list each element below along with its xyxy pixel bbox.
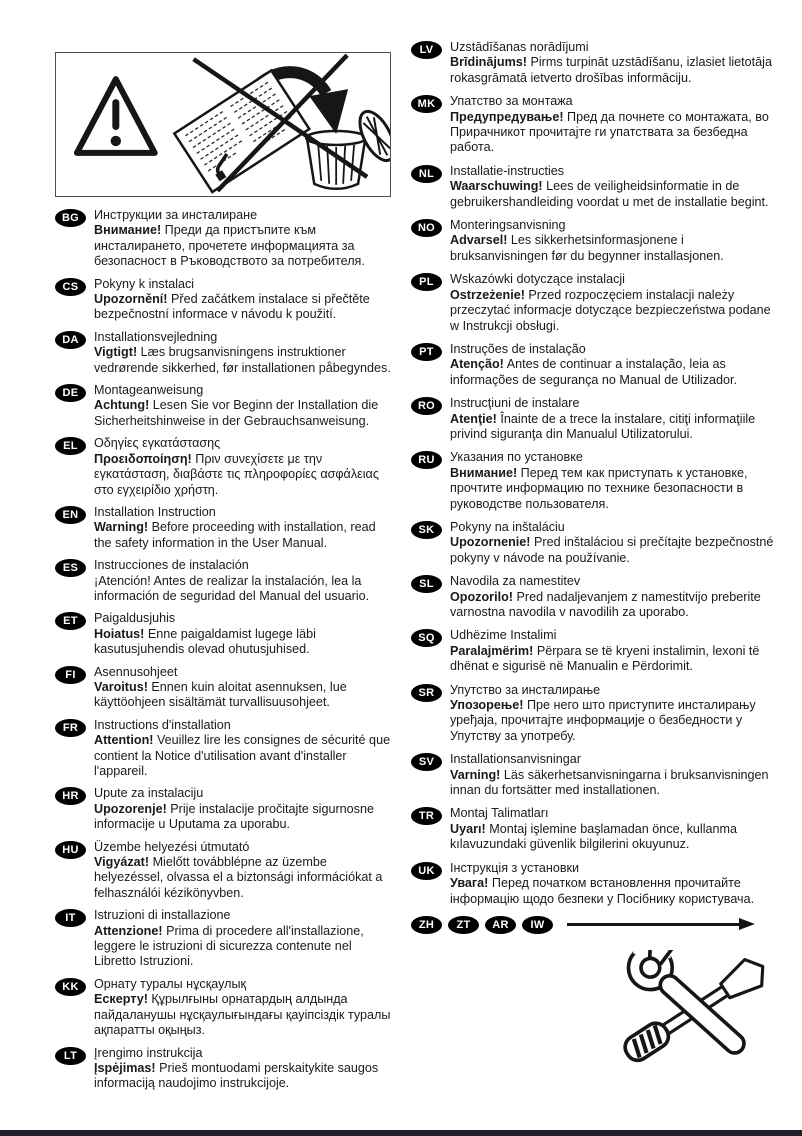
section-body [94,627,391,658]
tools-wrench-screwdriver-icon [606,950,788,1070]
section-body [94,345,391,376]
warning-word: Ескерту! [94,992,148,1007]
section-body [450,535,783,566]
lang-code-badge: CS [55,278,86,296]
section-title: Navodila za namestitev [450,574,581,589]
section-body [450,590,783,621]
body-text: Преди да пристъпите към инсталирането, прочетете информацията за безопасност в Ръководството за потребителя. [94,223,365,269]
lang-code-badge: BG [55,209,86,227]
lang-section-sl [411,574,783,620]
section-text [450,218,783,264]
lang-code-badge: LT [55,1047,86,1065]
body-text: Mielőtt továbblépne az üzembe helyezéssel, olvassa el a biztonsági információkat a felhasználói kézikönyvben. [94,855,383,900]
body-text: Pirms turpināt uzstādīšanu, izlasiet lietotāja rokasgrāmatā ietverto drošības informāciju. [450,55,772,85]
warning-word: Upozorenje! [94,801,167,816]
section-title: Wskazówki dotyczące instalacji [450,272,625,287]
section-body [450,233,783,264]
lang-section-ru [411,450,783,512]
section-body [94,292,391,323]
section-text [450,683,783,745]
warning-word: Внимание! [450,465,518,480]
lang-section-et [55,611,391,657]
lang-section-kk [55,977,391,1039]
lang-section-sv [411,752,783,798]
warning-word: Advarsel! [450,233,508,248]
lang-section-da [55,330,391,376]
section-title: Montageanweisung [94,383,204,398]
body-text: Przed rozpoczęciem instalacji należy przeczytać informacje dotyczące bezpieczeństwa podane w Instrukcji obsługi. [450,287,771,333]
lang-code-badge: UK [411,862,442,880]
section-body [94,1061,391,1092]
section-title: Pokyny na inštaláciu [450,519,565,534]
section-text [450,272,783,334]
body-text: Înainte de a trece la instalare, citiţi informaţiile privind siguranţa din Manualul Utilizatorului. [450,411,756,441]
body-text: Пре него што приступите инсталирању уређаја, прочитајте информације о безбедности у Упутству за употребу. [450,698,756,743]
lang-code-badge: MK [411,95,442,113]
lang-section-es [55,558,391,604]
body-text: Prije instalacije pročitajte sigurnosne informacije u Uputama za uporabu. [94,801,374,832]
warning-word: Upozornění! [94,292,168,307]
right-arrow-icon [739,918,755,930]
section-text [450,628,783,674]
section-text [450,94,783,156]
body-text: Pred inštaláciou si prečítajte bezpečnostné pokyny v návode na používanie. [450,535,774,565]
section-title: Monteringsanvisning [450,218,566,233]
section-body [450,876,783,907]
lang-code-badge: RU [411,451,442,469]
warning-word: Achtung! [94,398,150,413]
lang-section-hr [55,786,391,832]
warning-word: Varoitus! [94,679,148,694]
section-title: Istruzioni di installazione [94,908,231,923]
section-text [94,330,391,376]
body-text: Antes de realizar la instalación, lea la información de seguridad del Manual del usuario. [94,573,370,603]
section-title: Installationsvejledning [94,329,218,344]
body-text: Lees de veiligheidsinformatie in de gebruikershandleiding voordat u met de installatie begint. [450,179,769,209]
warning-word: ¡Atención! [94,573,151,588]
section-body [94,733,391,779]
lang-code-badge: EN [55,506,86,524]
section-text [450,396,783,442]
section-title: Упутство за инсталирање [450,682,601,697]
section-title: Инструкции за инсталиране [94,208,258,222]
warning-word: Hoiatus! [94,626,145,641]
lang-code-badge: DE [55,384,86,402]
lang-section-it [55,908,391,970]
lang-section-el [55,436,391,498]
body-text: Montaj işlemine başlamadan önce, kullanma kılavuzundaki güvenlik bilgilerini okuyunuz. [450,821,738,852]
section-body [94,855,391,901]
lang-code-badge: ET [55,612,86,630]
section-text [450,752,783,798]
section-body [450,466,783,512]
body-text: Läs säkerhetsanvisningarna i bruksanvisningen innan du fortsätter med installationen. [450,767,769,798]
warning-word: Įspėjimas! [94,1060,156,1075]
section-body [450,698,783,744]
warning-word: Предупредување! [450,109,564,124]
lang-section-en [55,505,391,551]
section-body [450,644,783,675]
lang-code-badge: ES [55,559,86,577]
lang-section-uk [411,861,783,907]
lang-code-badge: SV [411,753,442,771]
warning-word: Ostrzeżenie! [450,287,525,302]
section-body [94,802,391,833]
section-text [450,520,783,566]
manual-sheet-icon [174,71,309,193]
warning-illustration-box [55,52,391,197]
lang-code-badge: LV [411,41,442,59]
lang-code-badge: KK [55,978,86,996]
lang-section-fr [55,718,391,780]
section-title: Instrucciones de instalación [94,558,249,573]
lang-code-badge: EL [55,437,86,455]
section-body [94,452,391,498]
section-text [94,383,391,429]
section-body [94,992,391,1038]
lang-section-sq [411,628,783,674]
section-text [94,718,391,780]
section-body [94,574,391,605]
do-not-discard-manual-illustration [56,53,390,196]
warning-word: Paralajmërim! [450,643,534,658]
lang-code-badge: FR [55,719,86,737]
section-body [94,924,391,970]
lang-section-mk [411,94,783,156]
body-text: Перед початком встановлення прочитайте інформацію щодо безпеки у Посібнику користувача. [450,876,755,906]
section-title: Упатство за монтажа [450,94,573,109]
section-body [94,680,391,711]
section-body [94,398,391,429]
section-body [450,768,783,799]
section-text [94,558,391,604]
left-language-sections [55,208,391,1092]
warning-word: Opozorilo! [450,589,513,604]
warning-triangle-icon [77,79,155,153]
section-title: Montaj Talimatları [450,806,549,821]
right-arrow-line [567,923,739,926]
section-text [450,806,783,852]
lang-code-badge: IT [55,909,86,927]
section-title: Įrengimo instrukcija [94,1045,203,1060]
body-text: Перед тем как приступать к установке, прочтите информацию по технике безопасности в руководстве пользователя. [450,465,748,511]
section-title: Instructions d'installation [94,717,231,732]
lang-section-pl [411,272,783,334]
section-text [450,164,783,210]
body-text: Before proceeding with installation, read the safety information in the User Manual. [94,520,376,550]
section-title: Udhëzime Instalimi [450,628,557,643]
section-text [94,840,391,902]
body-text: Læs brugsanvisningens instruktioner vedrørende sikkerhed, før installationen påbegyndes. [94,345,391,375]
left-column [55,0,391,1099]
section-text [94,786,391,832]
lang-code-badge: NL [411,165,442,183]
section-text [94,208,391,270]
section-title: Указания по установке [450,450,583,465]
warning-word: Vigyázat! [94,855,150,870]
body-text: Prieš montuodami perskaitykite saugos informaciją naudojimo instrukcijoje. [94,1060,379,1091]
body-text: Enne paigaldamist lugege läbi kasutusjuhendis olevad ohutusjuhised. [94,626,316,657]
section-title: Paigaldusjuhis [94,611,176,626]
lang-section-lv [411,40,783,86]
warning-word: Varning! [450,767,501,782]
section-title: Upute za instalaciju [94,786,204,801]
lang-section-tr [411,806,783,852]
lang-section-fi [55,665,391,711]
lang-code-badge: AR [485,916,516,934]
body-text: Πριν συνεχίσετε με την εγκατάσταση, διαβάστε τις πληροφορίες ασφάλειας στο εγχειρίδιο χρήστη. [94,451,379,497]
right-column [411,0,783,1099]
lang-section-bg [55,208,391,270]
section-text [94,505,391,551]
lang-code-badge: HR [55,787,86,805]
lang-code-badge: SK [411,521,442,539]
lang-code-badge: HU [55,841,86,859]
warning-word: Upozornenie! [450,535,531,550]
warning-word: Brīdinājums! [450,55,527,70]
lang-code-badge: SL [411,575,442,593]
section-body [450,288,783,334]
section-title: Інструкція з установки [450,860,580,875]
section-title: Üzembe helyezési útmutató [94,839,250,854]
other-languages-row [411,915,783,934]
section-title: Asennusohjeet [94,664,178,679]
body-text: Prima di procedere all'installazione, leggere le istruzioni di sicurezza contenute nel Libretto Istruzioni. [94,923,364,969]
section-text [450,342,783,388]
warning-word: Uyarı! [450,821,486,836]
section-text [94,977,391,1039]
trash-can-icon [306,106,390,189]
warning-word: Atenção! [450,357,504,372]
lang-code-badge: PL [411,273,442,291]
section-text [94,1046,391,1092]
section-text [450,574,783,620]
lang-code-badge: SQ [411,629,442,647]
section-title: Uzstādīšanas norādījumi [450,40,589,54]
section-body [94,520,391,551]
section-text [450,450,783,512]
section-text [450,861,783,907]
section-title: Орнату туралы нұсқаулық [94,976,247,991]
warning-word: Waarschuwing! [450,179,543,194]
warning-word: Vigtigt! [94,345,138,360]
section-title: Installation Instruction [94,504,216,519]
section-body [450,55,783,86]
section-title: Instruções de instalação [450,341,586,356]
lang-section-sk [411,520,783,566]
section-title: Installationsanvisningar [450,752,581,767]
section-body [450,822,783,853]
section-body [450,357,783,388]
warning-word: Warning! [94,520,149,535]
warning-word: Atenţie! [450,411,497,426]
page-bottom-rule [0,1130,802,1136]
body-text: Antes de continuar a instalação, leia as informações de segurança no Manual de Utilizador. [450,357,738,387]
lang-section-ro [411,396,783,442]
section-body [450,110,783,156]
section-title: Instrucţiuni de instalare [450,396,580,411]
lang-code-badge: SR [411,684,442,702]
lang-code-badge: TR [411,807,442,825]
arrowhead [309,89,348,134]
warning-word: Προειδοποίηση! [94,451,192,466]
lang-code-badge: RO [411,397,442,415]
tools-illustration [606,950,788,1070]
lang-code-badge: IW [522,916,553,934]
body-text: Lesen Sie vor Beginn der Installation die Sicherheitshinweise in der Gebrauchsanweisung. [94,398,379,428]
lang-section-sr [411,683,783,745]
warning-word: Attenzione! [94,923,163,938]
warning-word: Увага! [450,876,489,891]
body-text: Les sikkerhetsinformasjonene i bruksanvisningen før du begynner installasjonen. [450,233,724,263]
body-text: Құрылғыны орнатардың алдында пайдаланушы нұсқаулығындағы қауіпсіздік туралы ақпаратты оқыңыз. [94,992,391,1038]
section-text [94,436,391,498]
section-text [94,611,391,657]
lang-code-badge: PT [411,343,442,361]
section-body [94,223,391,269]
body-text: Ennen kuin aloitat asennuksen, lue käyttöohjeen sisältämät turvallisuusohjeet. [94,679,347,710]
section-text [94,665,391,711]
section-text [94,908,391,970]
section-title: Installatie-instructies [450,163,565,178]
lang-section-lt [55,1046,391,1092]
lang-code-badge: DA [55,331,86,349]
body-text: Пред да почнете со монтажата, во Прирачникот прочитајте ги упатствата за безбедна работа. [450,109,769,155]
body-text: Përpara se të kryeni instalimin, lexoni të dhënat e sigurisë në Manualin e Përdorimit. [450,643,760,674]
body-text: Před začátkem instalace si přečtěte bezpečnostní informace v návodu k použití. [94,292,370,322]
lang-code-badge: ZT [448,916,479,934]
section-title: Pokyny k instalaci [94,276,195,291]
warning-word: Внимание! [94,223,162,238]
section-text [94,277,391,323]
lang-section-de [55,383,391,429]
right-language-sections [411,40,783,907]
lang-code-badge: ZH [411,916,442,934]
lang-code-badge: NO [411,219,442,237]
lang-code-badge: FI [55,666,86,684]
section-title: Οδηγίες εγκατάστασης [94,436,221,451]
body-text: Veuillez lire les consignes de sécurité que contient la Notice d'utilisation avant d'installer l'appareil. [94,733,391,778]
section-text [450,40,783,86]
lang-section-pt [411,342,783,388]
warning-word: Упозорење! [450,698,524,713]
lang-section-nl [411,164,783,210]
lang-section-cs [55,277,391,323]
section-body [450,412,783,443]
body-text: Pred nadaljevanjem z namestitvijo preberite varnostna navodila v navodilih za uporabo. [450,589,761,619]
section-body [450,179,783,210]
lang-section-hu [55,840,391,902]
warning-word: Attention! [94,733,154,748]
lang-section-no [411,218,783,264]
